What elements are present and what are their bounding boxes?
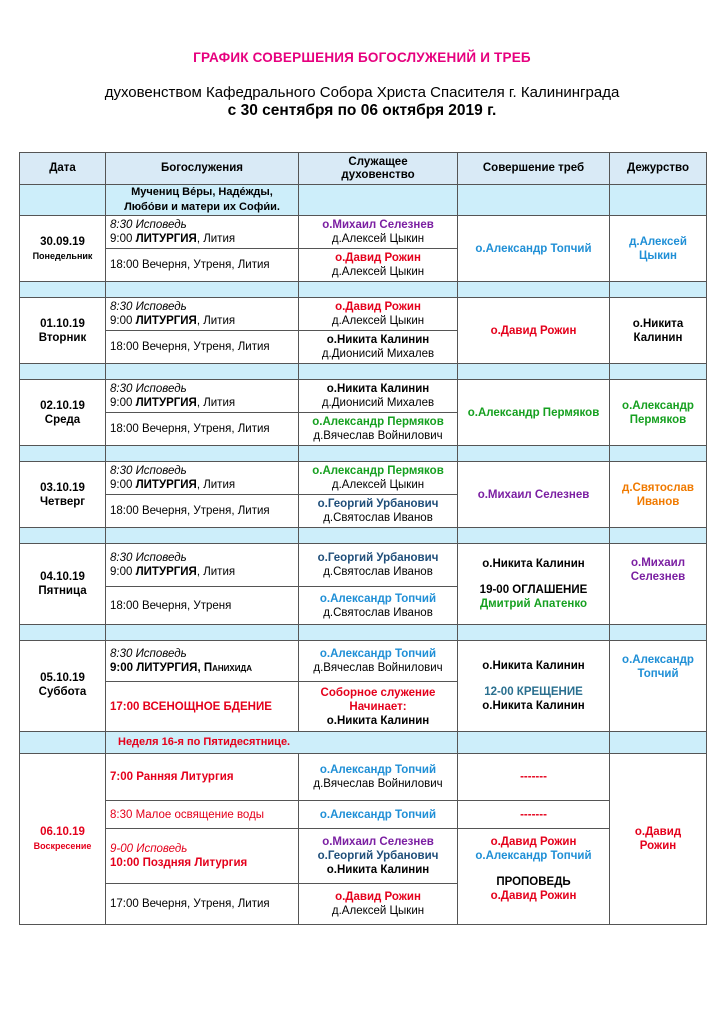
schedule-table xyxy=(19,152,707,925)
clergy-cell: о.Давид Рожин д.Алексей Цыкин xyxy=(299,298,458,331)
rites-cell: о.Давид Рожин xyxy=(458,298,610,364)
service-morning: 8:30 Исповедь 9:00 ЛИТУРГИЯ, Лития xyxy=(106,380,299,413)
service-morning: 8:30 Исповедь 9:00 ЛИТУРГИЯ, Панихида xyxy=(106,641,299,682)
clergy-cell: о.Георгий Урбанович д.Святослав Иванов xyxy=(299,495,458,528)
separator-row xyxy=(20,282,707,298)
service-evening: 18:00 Вечерня, Утреня xyxy=(106,587,299,625)
table-row xyxy=(20,298,707,331)
table-row xyxy=(20,801,707,829)
table-row xyxy=(20,544,707,587)
table-row xyxy=(20,754,707,801)
service-evening: 18:00 Вечерня, Утреня, Лития xyxy=(106,331,299,364)
rites-cell: о.Михаил Селезнев xyxy=(458,462,610,528)
feast-label: Неделя 16-я по Пятидесятнице. xyxy=(106,732,458,754)
date-cell: 04.10.19 Пятница xyxy=(20,544,106,625)
duty-cell: д.Алексей Цыкин xyxy=(610,216,707,282)
date-cell: 03.10.19 Четверг xyxy=(20,462,106,528)
rites-cell: о.Никита Калинин 19-00 ОГЛАШЕНИЕ Дмитрий Апатенко xyxy=(458,544,610,625)
col-header-rites: Совершение треб xyxy=(458,153,610,185)
service-late-liturgy: 9-00 Исповедь 10:00 Поздняя Литургия xyxy=(106,829,299,884)
separator-row xyxy=(20,528,707,544)
table-header-row xyxy=(20,153,707,185)
schedule-period: с 30 сентября по 06 октября 2019 г. xyxy=(227,102,497,119)
table-row xyxy=(20,216,707,249)
service-water-blessing: 8:30 Малое освящение воды xyxy=(106,801,299,829)
service-evening: 18:00 Вечерня, Утреня, Лития xyxy=(106,413,299,446)
separator-row xyxy=(20,364,707,380)
duty-cell: о.Александр Топчий xyxy=(610,641,707,732)
rites-cell: о.Александр Топчий xyxy=(458,216,610,282)
duty-cell: о.Александр Пермяков xyxy=(610,380,707,446)
date-cell: 30.09.19 Понедельник xyxy=(20,216,106,282)
feast-label: Мучениц Ве́ры, Наде́жды, Любо́ви и матери их Софи́и. xyxy=(106,185,299,216)
feast-row xyxy=(20,185,707,216)
separator-row xyxy=(20,625,707,641)
col-header-duty: Дежурство xyxy=(610,153,707,185)
table-row xyxy=(20,462,707,495)
col-header-services: Богослужения xyxy=(106,153,299,185)
page-subtitle: духовенством Кафедрального Собора Христа Спасителя г. Калининграда xyxy=(104,84,620,101)
col-header-date: Дата xyxy=(20,153,106,185)
service-morning: 8:30 Исповедь 9:00 ЛИТУРГИЯ, Лития xyxy=(106,216,299,249)
clergy-cell: о.Давид Рожин д.Алексей Цыкин xyxy=(299,884,458,925)
clergy-cell: о.Никита Калинин д.Дионисий Михалев xyxy=(299,380,458,413)
service-early-liturgy: 7:00 Ранняя Литургия xyxy=(106,754,299,801)
clergy-cell: о.Александр Пермяков д.Вячеслав Войнилович xyxy=(299,413,458,446)
page-title: ГРАФИК СОВЕРШЕНИЯ БОГОСЛУЖЕНИЙ И ТРЕБ xyxy=(193,50,531,65)
service-evening: 18:00 Вечерня, Утреня, Лития xyxy=(106,495,299,528)
clergy-cell: о.Александр Топчий xyxy=(299,801,458,829)
rites-cell: о.Александр Пермяков xyxy=(458,380,610,446)
separator-row xyxy=(20,446,707,462)
feast-row xyxy=(20,732,707,754)
date-cell: 01.10.19 Вторник xyxy=(20,298,106,364)
clergy-cell: о.Александр Топчий д.Вячеслав Войнилович xyxy=(299,754,458,801)
service-morning: 8:30 Исповедь 9:00 ЛИТУРГИЯ, Лития xyxy=(106,298,299,331)
clergy-cell: о.Александр Пермяков д.Алексей Цыкин xyxy=(299,462,458,495)
service-morning: 8:30 Исповедь 9:00 ЛИТУРГИЯ, Лития xyxy=(106,462,299,495)
col-header-clergy: Служащее духовенство xyxy=(299,153,458,185)
service-evening: 17:00 Вечерня, Утреня, Лития xyxy=(106,884,299,925)
service-evening: 18:00 Вечерня, Утреня, Лития xyxy=(106,249,299,282)
service-evening: 17:00 ВСЕНОЩНОЕ БДЕНИЕ xyxy=(106,682,299,732)
clergy-cell: о.Георгий Урбанович д.Святослав Иванов xyxy=(299,544,458,587)
duty-cell: о.Давид Рожин xyxy=(610,754,707,925)
duty-cell: о.Михаил Селезнев xyxy=(610,544,707,625)
table-row xyxy=(20,641,707,682)
date-cell: 02.10.19 Среда xyxy=(20,380,106,446)
duty-cell: о.Никита Калинин xyxy=(610,298,707,364)
rites-cell: о.Никита Калинин 12-00 КРЕЩЕНИЕ о.Никита Калинин xyxy=(458,641,610,732)
rites-cell: ------- xyxy=(458,754,610,801)
clergy-cell: о.Михаил Селезнев д.Алексей Цыкин xyxy=(299,216,458,249)
table-row xyxy=(20,829,707,884)
clergy-cell: о.Александр Топчий д.Вячеслав Войнилович xyxy=(299,641,458,682)
clergy-cell: о.Давид Рожин д.Алексей Цыкин xyxy=(299,249,458,282)
date-cell: 06.10.19 Воскресение xyxy=(20,754,106,925)
duty-cell: д.Святослав Иванов xyxy=(610,462,707,528)
table-row xyxy=(20,380,707,413)
rites-cell: о.Давид Рожин о.Александр Топчий ПРОПОВЕДЬ о.Давид Рожин xyxy=(458,829,610,925)
clergy-cell: о.Михаил Селезнев о.Георгий Урбанович о.Никита Калинин xyxy=(299,829,458,884)
clergy-cell: о.Александр Топчий д.Святослав Иванов xyxy=(299,587,458,625)
date-cell: 05.10.19 Суббота xyxy=(20,641,106,732)
clergy-cell: Соборное служение Начинает: о.Никита Калинин xyxy=(299,682,458,732)
rites-cell: ------- xyxy=(458,801,610,829)
service-morning: 8:30 Исповедь 9:00 ЛИТУРГИЯ, Лития xyxy=(106,544,299,587)
clergy-cell: о.Никита Калинин д.Дионисий Михалев xyxy=(299,331,458,364)
